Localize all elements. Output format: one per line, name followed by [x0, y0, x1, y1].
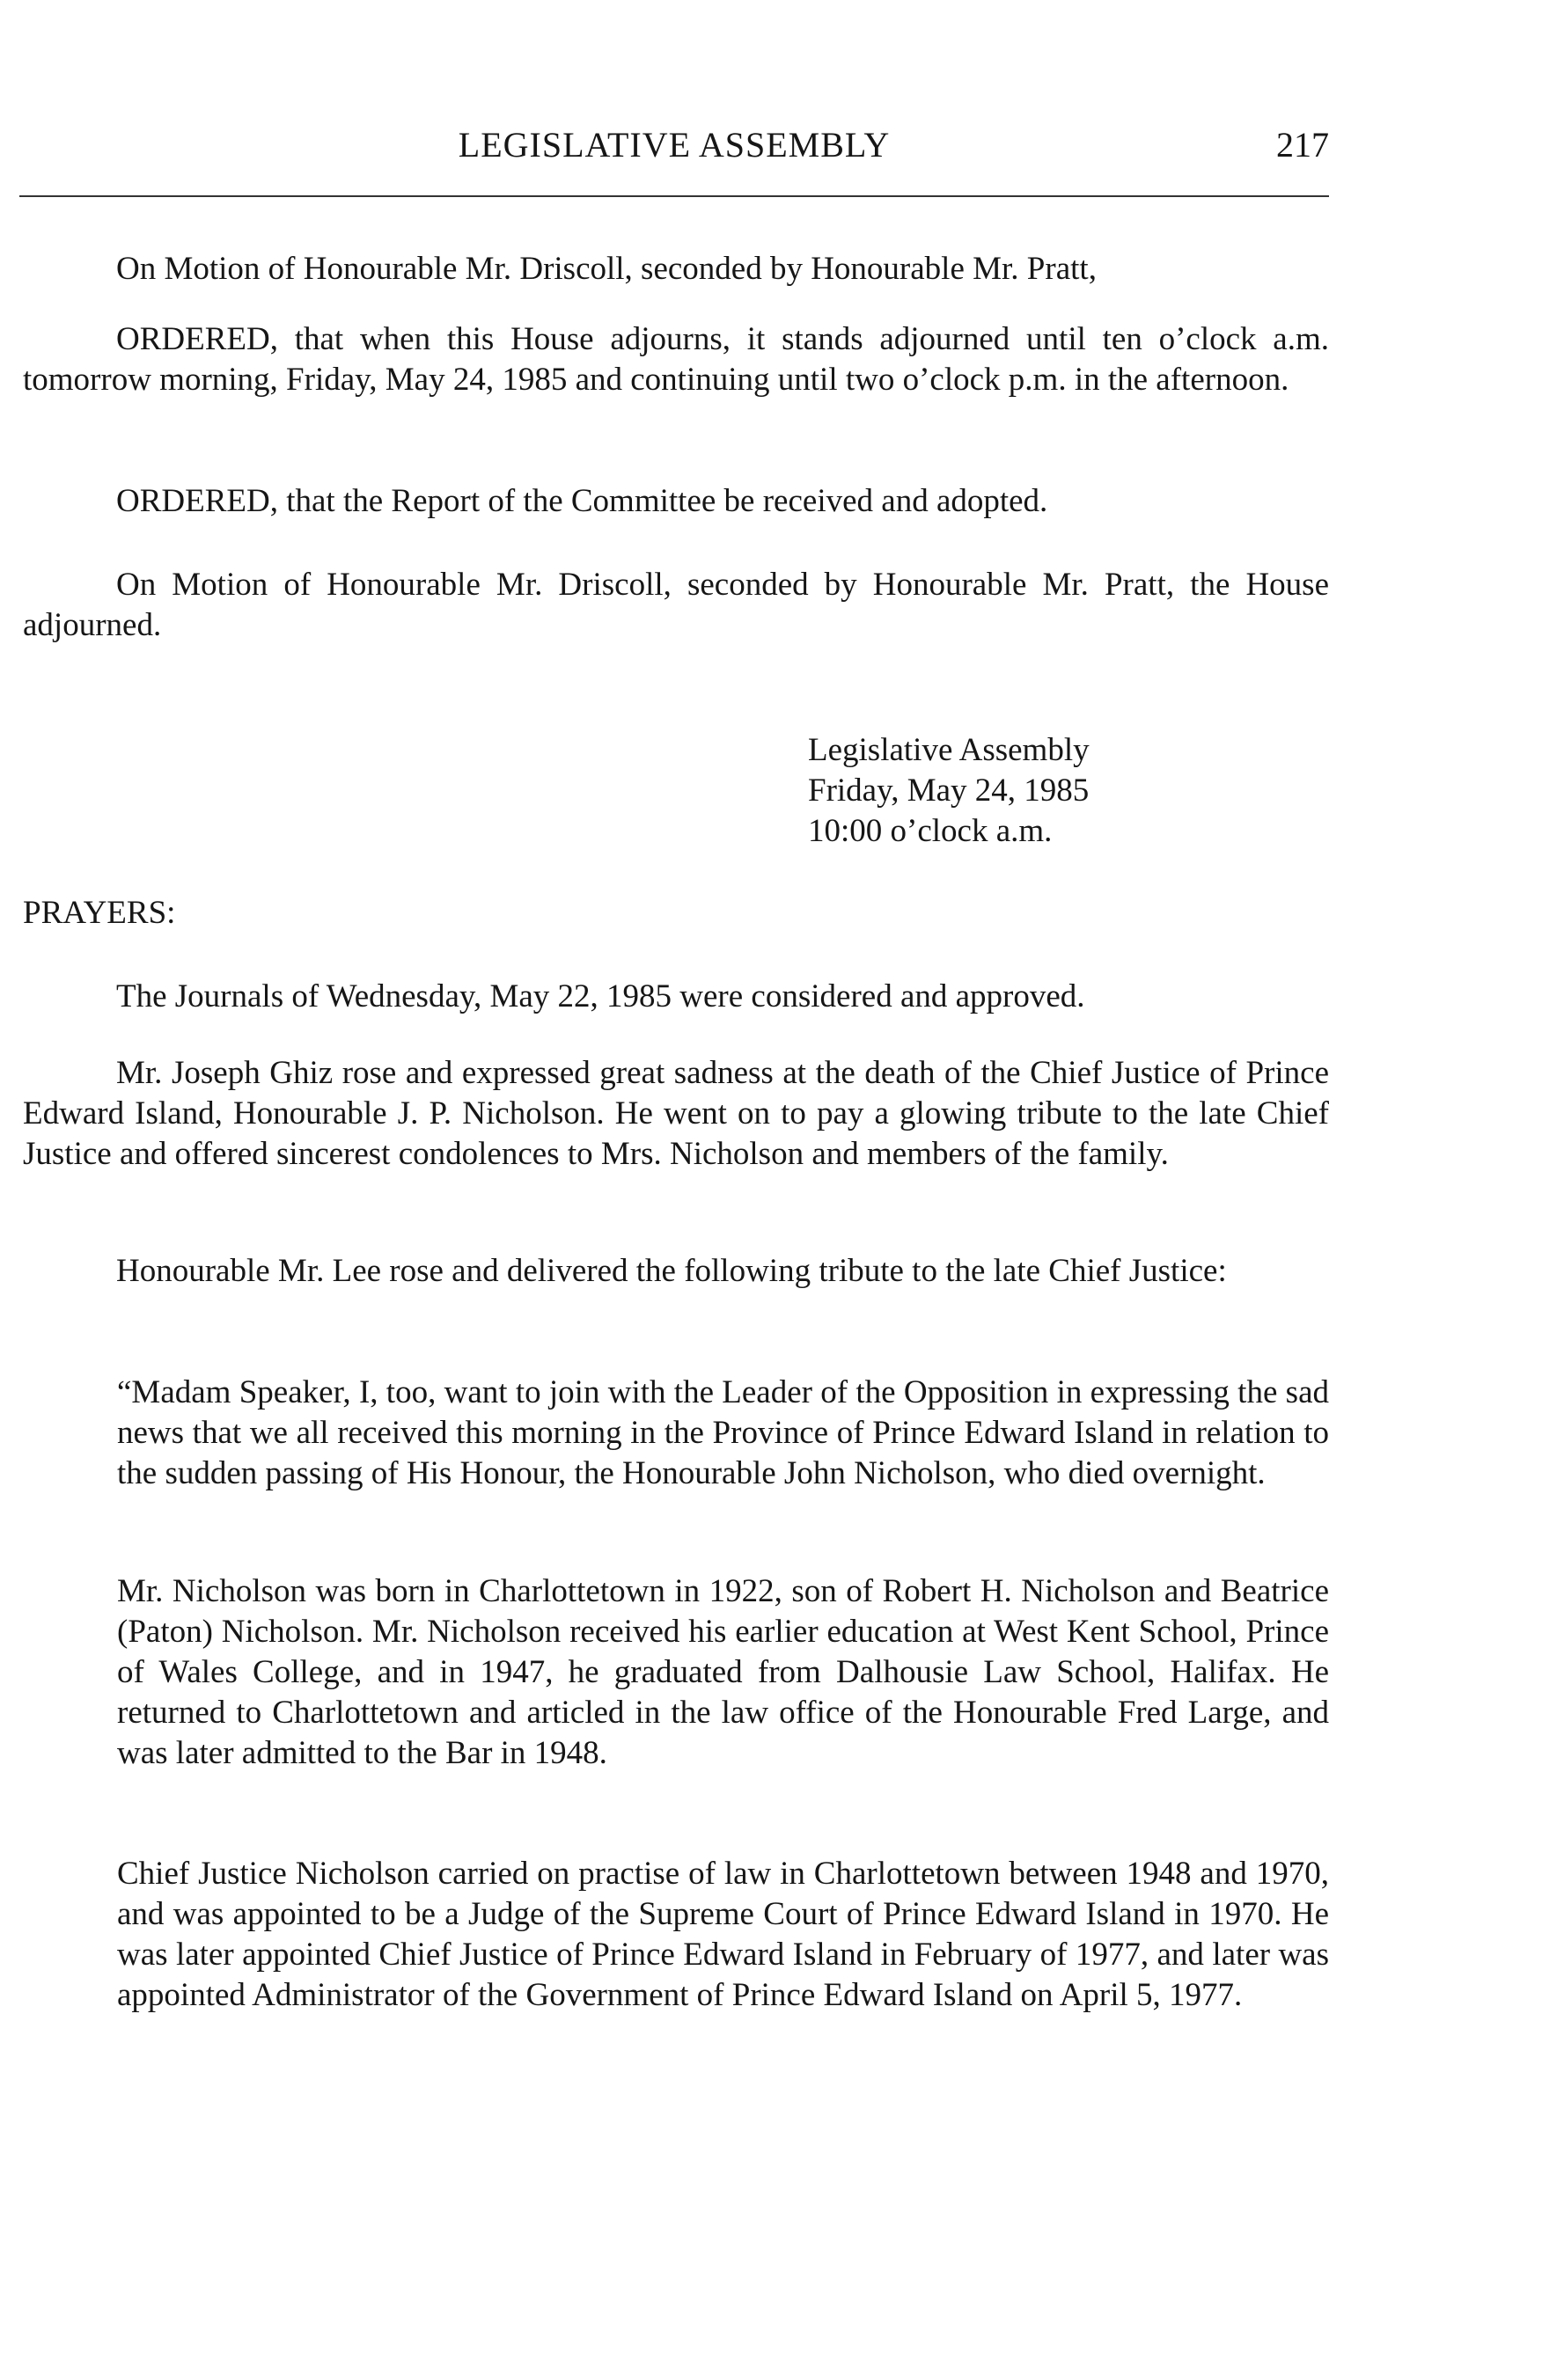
lee-tribute-intro: Honourable Mr. Lee rose and delivered the following tribute to the late Chief Justice:: [116, 1253, 1227, 1289]
ghiz-tribute-paragraph: Mr. Joseph Ghiz rose and expressed great sadness at the death of the Chief Justice of Prince Edward Island, Honourable J. P. Nicholson. He went on to pay a glowing tribute to the late Chief Justice and offered sincerest condolences to Mrs. Nicholson and members of the family.: [23, 1055, 1329, 1172]
session-body: Legislative Assembly: [808, 732, 1090, 768]
page-header: [19, 119, 1329, 172]
quote-paragraph: “Madam Speaker, I, too, want to join with the Leader of the Opposition in expressing the sad news that we all received this morning in the Province of Prince Edward Island in relation to the sudden passing of His Honour, the Honourable John Nicholson, who died overnight.: [117, 1374, 1329, 1491]
session-heading: [808, 730, 1090, 852]
quote-paragraph: Chief Justice Nicholson carried on practise of law in Charlottetown between 1948 and 1970, and was appointed to be a Judge of the Supreme Court of Prince Edward Island in 1970. He was later appointed Chief Justice of Prince Edward Island in February of 1977, and later was appointed Administrator of the Government of Prince Edward Island on April 5, 1977.: [117, 1856, 1329, 2013]
ordered-report-paragraph: ORDERED, that the Report of the Committee be received and adopted.: [116, 483, 1048, 519]
page-number: 217: [1276, 125, 1329, 165]
quote-paragraph: Mr. Nicholson was born in Charlottetown in 1922, son of Robert H. Nicholson and Beatrice (Paton) Nicholson. Mr. Nicholson received his earlier education at West Kent School, Prince of Wales College, and in 1947, he graduated from Dalhousie Law School, Halifax. He returned to Charlottetown and articled in the law office of the Honourable Fred Large, and was later admitted to the Bar in 1948.: [117, 1573, 1329, 1771]
running-title: LEGISLATIVE ASSEMBLY: [458, 125, 891, 165]
motion-paragraph: On Motion of Honourable Mr. Driscoll, seconded by Honourable Mr. Pratt,: [116, 251, 1097, 287]
session-date: Friday, May 24, 1985: [808, 773, 1090, 809]
prayers-heading: PRAYERS:: [23, 895, 176, 931]
session-time: 10:00 o’clock a.m.: [808, 813, 1053, 849]
adjourn-motion-paragraph: On Motion of Honourable Mr. Driscoll, seconded by Honourable Mr. Pratt, the House adjourned.: [23, 567, 1329, 643]
ordered-adjournment-paragraph: ORDERED, that when this House adjourns, it stands adjourned until ten o’clock a.m. tomorrow morning, Friday, May 24, 1985 and continuing until two o’clock p.m. in the afternoon.: [23, 321, 1329, 398]
header-rule: [19, 195, 1329, 197]
journals-paragraph: The Journals of Wednesday, May 22, 1985 were considered and approved.: [116, 978, 1085, 1014]
